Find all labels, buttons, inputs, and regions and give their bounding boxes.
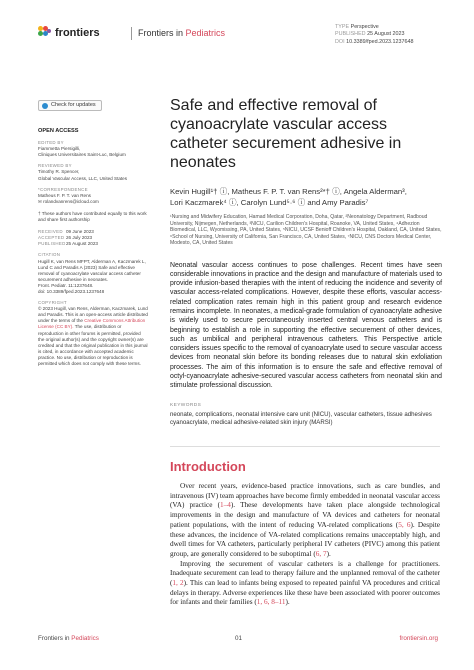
citation-text: Hugill K, van Rens MFPT, Alderman A, Kaczmarek L, Lund C and Paradis A (2023) Safe and effective removal of cyanoacrylate vascular access catheter securement adhesive in neonates. <box>38 258 146 282</box>
citation-link[interactable]: 6, 7 <box>315 549 327 558</box>
published-date: 25 August 2023 <box>66 241 98 247</box>
author-list <box>170 186 442 208</box>
article-meta <box>335 24 414 46</box>
affiliations: ¹Nursing and Midwifery Education, Hamad Medical Corporation, Doha, Qatar, ²Neonatology Department, Radboud University, Nijmegen, Netherlands, ³NICU, Carilion Children's Hospital, Roanoke, VA, United States, ⁴Adhezion Biomedical, LLC, Wyomissing, PA, United States, ⁵NICU, UCSF Benioff Children's Hospital, Oakland, CA, United States, ⁶School of Nursing, University of California, San Francisco, CA, United States, ⁷NICU, CNS Doctors Medical Center, Modesto, CA, United States <box>170 214 442 246</box>
received-date: 09 June 2023 <box>66 229 94 235</box>
check-updates-label: Check for updates <box>51 102 96 109</box>
copyright-text <box>38 306 148 367</box>
footer-site-link[interactable]: frontiersin.org <box>399 635 438 642</box>
received-label: RECEIVED <box>38 229 63 235</box>
copyright-part-2: The use, distribution or reproduction in other forums is permitted, provided the original author(s) and the copyright owner(s) are credited and that the original publication in this journal is cited, in accordance with accepted academic practice. No use, distribution or reproduction is permitted which does not comply with these terms. <box>38 324 148 366</box>
text-run: ). <box>326 549 331 558</box>
cc-by-license-link[interactable]: Creative Commons Attribution License (CC BY). <box>38 318 146 330</box>
paragraph <box>170 482 440 560</box>
sidebar <box>38 100 148 367</box>
citation-ref: Front. Pediatr. 11:1237648. <box>38 282 94 288</box>
accepted-label: ACCEPTED <box>38 235 65 241</box>
text-run: ). These developments have taken place alongside technological improvements in the design and manufacture of VA devices and catheters for neonatal patient populations, with the intent of reducing VA-related complications ( <box>170 501 440 529</box>
header-divider <box>131 27 132 40</box>
published-value: 25 August 2023 <box>367 31 405 38</box>
page-number: 01 <box>235 635 243 642</box>
published-label: PUBLISHED <box>335 31 366 38</box>
introduction-body <box>170 482 440 608</box>
accepted-date: 26 July 2023 <box>66 235 93 241</box>
doi-value[interactable]: 10.3389/fped.2023.1237648 <box>346 38 414 45</box>
reviewer-name: Timothy R. Spencer, <box>38 169 80 175</box>
article-main <box>170 96 442 427</box>
paragraph <box>170 560 440 609</box>
citation-doi[interactable]: doi: 10.3389/fped.2023.1237648 <box>38 288 105 294</box>
sidebar-published-label: PUBLISHED <box>38 241 66 247</box>
frontiers-logo[interactable] <box>38 26 100 40</box>
keywords-label: KEYWORDS <box>170 402 202 408</box>
frontiers-logo-icon <box>38 26 52 40</box>
journal-prefix: Frontiers in <box>138 28 184 38</box>
type-label: TYPE <box>335 24 350 30</box>
corresponding-email[interactable]: ✉ rolandvanrens@icloud.com <box>38 198 99 204</box>
copyright-label: COPYRIGHT <box>38 300 67 306</box>
logo-text: frontiers <box>55 27 100 39</box>
citation-link[interactable]: 1, 2 <box>172 579 184 588</box>
footer-journal[interactable] <box>38 635 99 642</box>
page-header <box>38 22 438 52</box>
edited-by-label: EDITED BY <box>38 140 64 146</box>
doi-label: DOI <box>335 38 345 45</box>
correspondence-label: *CORRESPONDENCE <box>38 186 88 192</box>
abstract: Neonatal vascular access continues to pose challenges. Recent times have seen considerable innovations in practice and the design and manufacture of materials used to provide infusion-based therapies with the intent of reducing the incidence and severity of vascular access-related complications. However, despite these efforts, vascular access-related complication rates remain high in this patient group and research evidence remains incomplete. In neonates, a medical-grade formulation of cyanoacrylate adhesive is widely used to secure percutaneously inserted central venous catheters and is beginning to establish a role in supporting the effective securement of other devices, such as umbilical and peripheral intravenous catheters. This Perspective article considers issues specific to the removal of cyanoacrylate used to secure vascular access devices from neonatal skin before its bonding releases due to natural skin exfoliation processes. The aim of this information is to ensure the safe and effective removal of octyl-cyanoacrylate adhesive-secured vascular access catheters from neonatal skin and stimulate professional discussion. <box>170 261 442 390</box>
citation-link[interactable]: 1, 6, 8–11 <box>256 598 286 607</box>
text-run: ). This can lead to infants being exposed to repeated painful VA procedures and critical delays in therapy. Adverse experiences like these have been associated with poorer outcomes for infants and their families ( <box>170 579 440 607</box>
authors-line-2[interactable]: Lori Kaczmarek⁴ ⓘ, Carolyn Lund⁵·⁶ ⓘ and Amy Paradis⁷ <box>170 198 369 207</box>
authors-line-1[interactable]: Kevin Hugill¹† ⓘ, Matheus F. P. T. van Rens²*† ⓘ, Angela Alderman³, <box>170 187 407 196</box>
text-run: ). Despite these advances, the incidence of VA-related complications remains unacceptably high, and dwell times for VA catheters, particularly peripheral IV catheters (PIVC) among this patient group, are generally considered to be suboptimal ( <box>170 520 440 558</box>
text-run: ). <box>285 598 290 607</box>
page-footer <box>38 633 438 645</box>
open-access-label: OPEN ACCESS <box>38 128 79 134</box>
equal-contribution-note: † These authors have contributed equally to this work and share first authorship <box>38 210 147 223</box>
corresponding-author: Matheus F. P. T. van Rens <box>38 192 91 198</box>
citation-link[interactable]: 1–4 <box>219 501 231 510</box>
journal-name: Pediatrics <box>185 28 226 38</box>
footer-journal-name: Pediatrics <box>71 635 99 642</box>
editor-name: Fiammetta Piersigilli, <box>38 146 81 152</box>
reviewed-by-label: REVIEWED BY <box>38 163 72 169</box>
text-run: Over recent years, evidence-based practice innovations, such as care bundles, and intravenous (IV) team approaches have become firmly embedded in neonatal vascular access (VA) practice ( <box>170 482 440 510</box>
section-divider <box>170 446 440 447</box>
published-row <box>38 241 148 247</box>
journal-title[interactable] <box>138 28 225 38</box>
type-value: Perspective <box>350 24 379 30</box>
citation-label: CITATION <box>38 252 61 258</box>
editor-affiliation: Cliniques Universitaires Saint-Luc, Belgium <box>38 152 126 158</box>
text-run: Improving the securement of vascular catheters is a challenge for practitioners. Inadequate securement can lead to therapy failure and the unplanned removal of the catheter ( <box>170 559 440 588</box>
footer-prefix: Frontiers in <box>38 635 70 642</box>
citation-link[interactable]: 5, 6 <box>398 520 411 529</box>
article-title: Safe and effective removal of cyanoacrylate vascular access catheter securement adhesive in neonates <box>170 97 402 171</box>
copyright-part-1: © 2023 Hugill, van Rens, Alderman, Kaczmarek, Lund and Paradis. This is an open-access article distributed under the terms of the <box>38 306 148 324</box>
check-for-updates-button[interactable] <box>38 100 102 111</box>
update-icon <box>42 103 48 109</box>
keywords: neonate, complications, neonatal intensive care unit (NICU), vascular catheters, tissue adhesives cyanoacrylate, medical adhesive-related skin injury (MARSI) <box>170 410 432 426</box>
reviewer-affiliation: Global Vascular Access, LLC, United States <box>38 175 128 181</box>
introduction-heading: Introduction <box>170 459 246 474</box>
